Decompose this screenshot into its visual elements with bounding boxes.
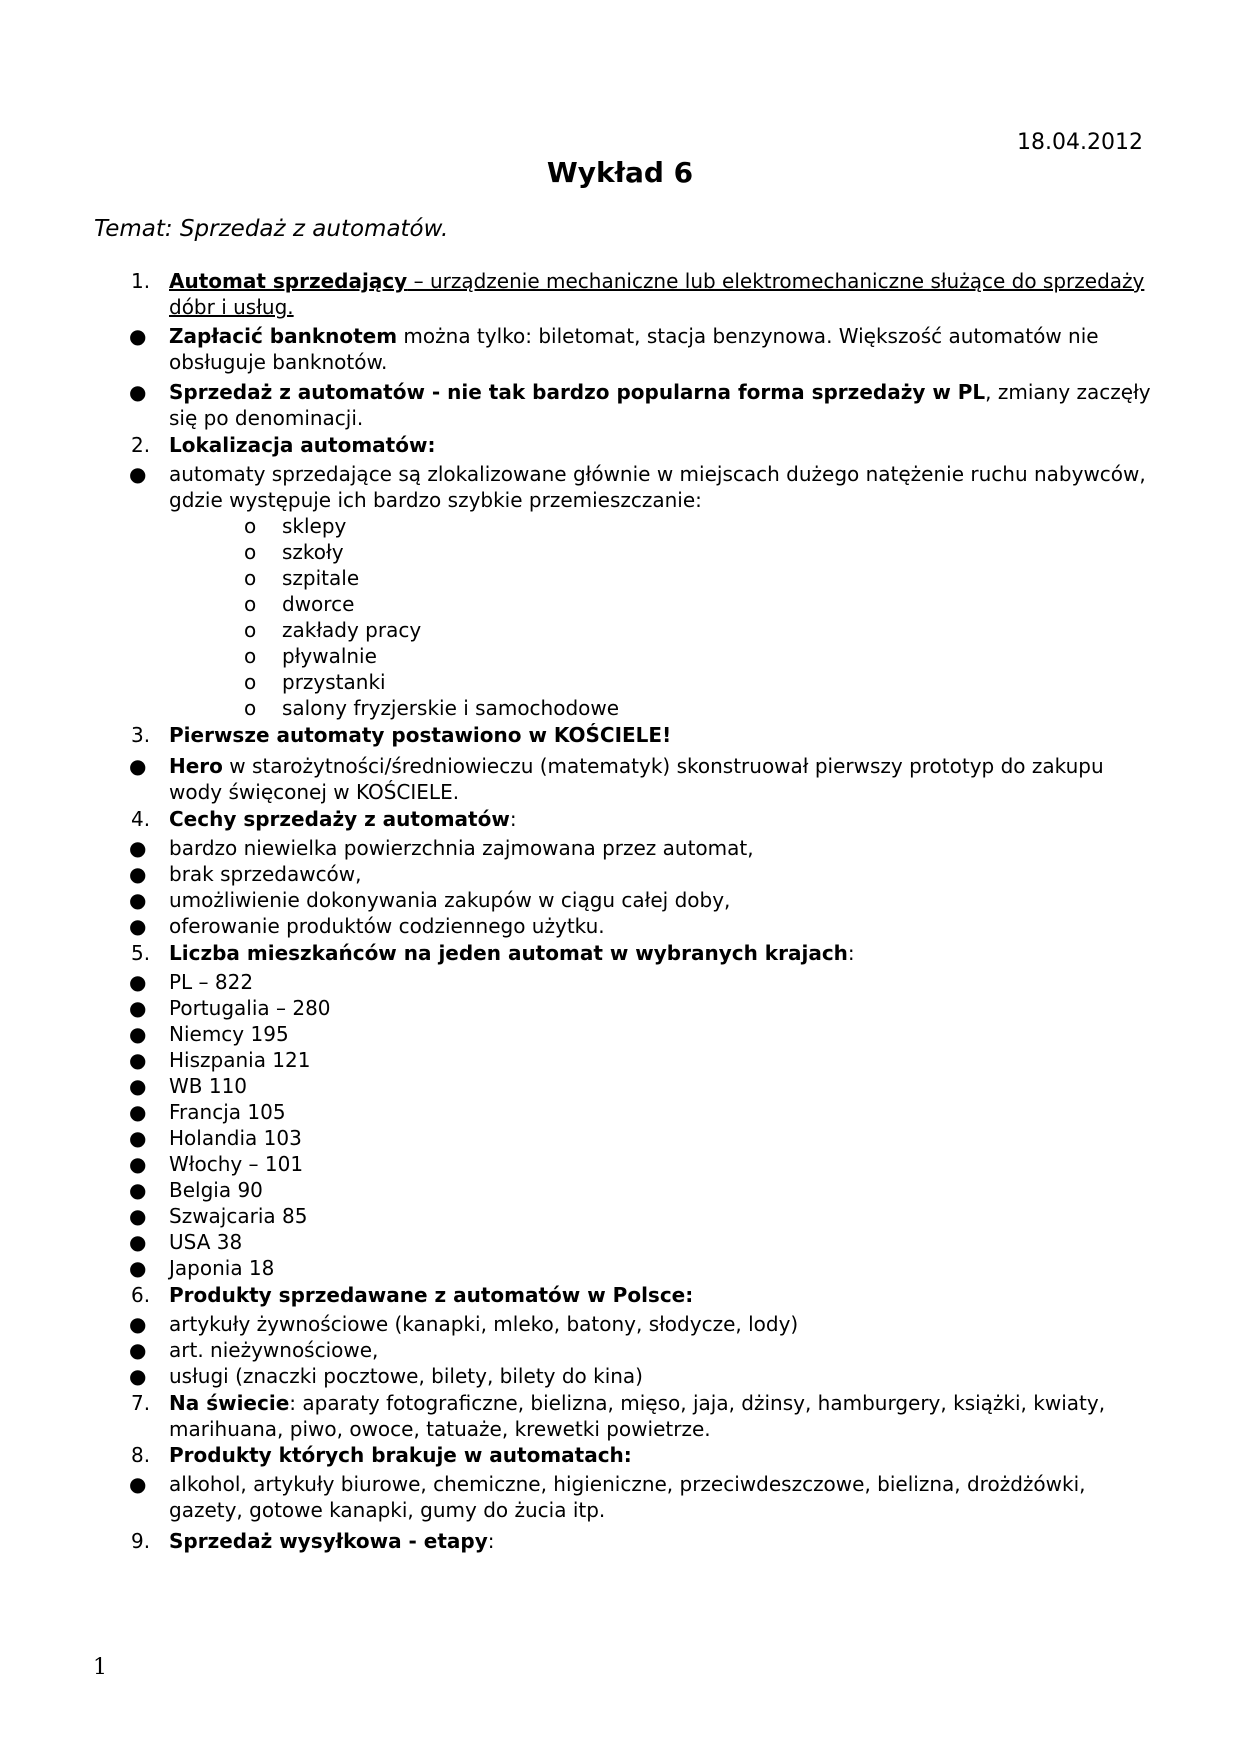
sub-item: o szkoły — [244, 540, 344, 564]
bullet-item: ● Hero w starożytności/średniowieczu (matematyk) skonstruował pierwszy prototyp do zakupu wody święconej w KOŚCIELE. — [129, 754, 1104, 804]
sub-item: o sklepy — [244, 514, 347, 538]
lecture-content — [94, 268, 1154, 1554]
bullet-icon: ● — [129, 1204, 147, 1228]
item-number: 5. — [131, 941, 151, 965]
circle-bullet-icon: o — [244, 514, 257, 538]
item-text: – urządzenie mechaniczne lub elektromechaniczne służące do sprzedaży dóbr i usług. — [169, 269, 1145, 319]
document-date: 18.04.2012 — [1017, 130, 1143, 155]
bullet-item: ● PL – 822 — [129, 970, 254, 994]
bullet-item: ● Belgia 90 — [129, 1178, 263, 1202]
bullet-item: ● bardzo niewielka powierzchnia zajmowana przez automat, — [129, 836, 754, 860]
sub-item: o dworce — [244, 592, 355, 616]
item-heading: Liczba mieszkańców na jeden automat w wybranych krajach — [169, 941, 848, 965]
list-item-7: 7. Na świecie: aparaty fotograficzne, bielizna, mięso, jaja, dżinsy, hamburgery, książki, kwiaty, marihuana, piwo, owoce, tatuaże, krewetki powietrze. — [131, 1391, 1106, 1441]
bullet-item: ● Portugalia – 280 — [129, 996, 331, 1020]
bullet-list — [94, 1311, 1154, 1389]
item-heading: Cechy sprzedaży z automatów — [169, 807, 510, 831]
bullet-item: ● Hiszpania 121 — [129, 1048, 311, 1072]
item-number: 3. — [131, 723, 151, 747]
item-heading: Automat sprzedający — [169, 269, 408, 293]
circle-bullet-icon: o — [244, 644, 257, 668]
item-number: 8. — [131, 1443, 151, 1467]
sub-item: o salony fryzjerskie i samochodowe — [244, 696, 620, 720]
list-item-4: 4. Cechy sprzedaży z automatów: — [131, 807, 517, 831]
bullet-icon: ● — [129, 1100, 147, 1124]
circle-bullet-icon: o — [244, 696, 257, 720]
bullet-icon: ● — [129, 914, 147, 938]
item-number: 6. — [131, 1283, 151, 1307]
list-item-1 — [94, 268, 1154, 320]
page-number: 1 — [93, 1655, 107, 1680]
bullet-icon: ● — [129, 462, 147, 486]
circle-bullet-icon: o — [244, 592, 257, 616]
bullet-icon: ● — [129, 1152, 147, 1176]
bullet-icon: ● — [129, 1338, 147, 1362]
bullet-icon: ● — [129, 1178, 147, 1202]
sub-item: o pływalnie — [244, 644, 377, 668]
bullet-list — [94, 461, 1154, 721]
bullet-item: ● Szwajcaria 85 — [129, 1204, 308, 1228]
circle-bullet-icon: o — [244, 540, 257, 564]
circle-bullet-icon: o — [244, 670, 257, 694]
bullet-item: ● oferowanie produktów codziennego użytku. — [129, 914, 605, 938]
bullet-list — [94, 753, 1154, 805]
item-number: 9. — [131, 1529, 151, 1553]
bullet-item: ● Francja 105 — [129, 1100, 286, 1124]
list-item-9: 9. Sprzedaż wysyłkowa - etapy: — [131, 1529, 495, 1553]
list-item-2 — [94, 432, 1154, 458]
bullet-icon: ● — [129, 888, 147, 912]
circle-bullet-icon: o — [244, 618, 257, 642]
bullet-list — [94, 323, 1154, 431]
bullet-icon: ● — [129, 754, 147, 778]
bullet-icon: ● — [129, 996, 147, 1020]
bullet-item: ● automaty sprzedające są zlokalizowane głównie w miejscach dużego natężenie ruchu nabywców, gdzie występuje ich bardzo szybkie przemieszczanie: — [129, 462, 1146, 512]
bullet-item: ● Niemcy 195 — [129, 1022, 289, 1046]
bullet-item: ● artykuły żywnościowe (kanapki, mleko, batony, słodycze, lody) — [129, 1312, 799, 1336]
bullet-icon: ● — [129, 1074, 147, 1098]
bullet-icon: ● — [129, 1230, 147, 1254]
page-title: Wykład 6 — [546, 156, 694, 189]
list-item-8 — [94, 1442, 1154, 1468]
bullet-icon: ● — [129, 836, 147, 860]
bullet-icon: ● — [129, 1256, 147, 1280]
item-number: 4. — [131, 807, 151, 831]
item-heading: Pierwsze automaty postawiono w KOŚCIELE! — [169, 723, 672, 747]
item-number: 7. — [131, 1391, 151, 1415]
item-heading: Produkty których brakuje w automatach: — [169, 1443, 632, 1467]
circle-bullet-icon: o — [244, 566, 257, 590]
bullet-item: ● Włochy – 101 — [129, 1152, 304, 1176]
bullet-list — [94, 1471, 1154, 1523]
bullet-item: ● brak sprzedawców, — [129, 862, 362, 886]
item-heading: Sprzedaż wysyłkowa - etapy — [169, 1529, 488, 1553]
lecture-subject: Temat: Sprzedaż z automatów. — [94, 216, 449, 242]
item-heading: Produkty sprzedawane z automatów w Polsce: — [169, 1283, 694, 1307]
bullet-item: ● usługi (znaczki pocztowe, bilety, bilety do kina) — [129, 1364, 643, 1388]
bullet-item: ● Japonia 18 — [129, 1256, 275, 1280]
bullet-item: ● umożliwienie dokonywania zakupów w ciągu całej doby, — [129, 888, 731, 912]
bullet-icon: ● — [129, 1022, 147, 1046]
bullet-icon: ● — [129, 1472, 147, 1496]
bullet-icon: ● — [129, 324, 147, 348]
list-item-6 — [94, 1282, 1154, 1308]
item-heading: Na świecie — [169, 1391, 290, 1415]
bullet-icon: ● — [129, 1126, 147, 1150]
item-heading: Lokalizacja automatów: — [169, 433, 436, 457]
bullet-item: ● art. nieżywnościowe, — [129, 1338, 379, 1362]
bullet-item: ● Zapłacić banknotem można tylko: biletomat, stacja benzynowa. Większość automatów nie obsługuje banknotów. — [129, 324, 1099, 374]
bullet-item: ● Sprzedaż z automatów - nie tak bardzo popularna forma sprzedaży w PL, zmiany zaczęły się po denominacji. — [129, 380, 1151, 430]
bullet-icon: ● — [129, 380, 147, 404]
bullet-list — [94, 969, 1154, 1281]
bullet-item: ● alkohol, artykuły biurowe, chemiczne, higieniczne, przeciwdeszczowe, bielizna, drożdżówki, gazety, gotowe kanapki, gumy do żucia itp. — [129, 1472, 1086, 1522]
list-item-5: 5. Liczba mieszkańców na jeden automat w wybranych krajach: — [131, 941, 855, 965]
bullet-item: ● USA 38 — [129, 1230, 243, 1254]
bullet-item: ● WB 110 — [129, 1074, 248, 1098]
item-number: 2. — [131, 433, 151, 457]
bullet-list — [94, 835, 1154, 939]
bullet-icon: ● — [129, 862, 147, 886]
bullet-icon: ● — [129, 1364, 147, 1388]
sub-item: o zakłady pracy — [244, 618, 422, 642]
bullet-icon: ● — [129, 1048, 147, 1072]
bullet-icon: ● — [129, 970, 147, 994]
item-number: 1. — [131, 269, 151, 293]
sub-item: o szpitale — [244, 566, 360, 590]
list-item-3 — [94, 722, 1154, 748]
bullet-icon: ● — [129, 1312, 147, 1336]
bullet-item: ● Holandia 103 — [129, 1126, 302, 1150]
sub-item: o przystanki — [244, 670, 386, 694]
